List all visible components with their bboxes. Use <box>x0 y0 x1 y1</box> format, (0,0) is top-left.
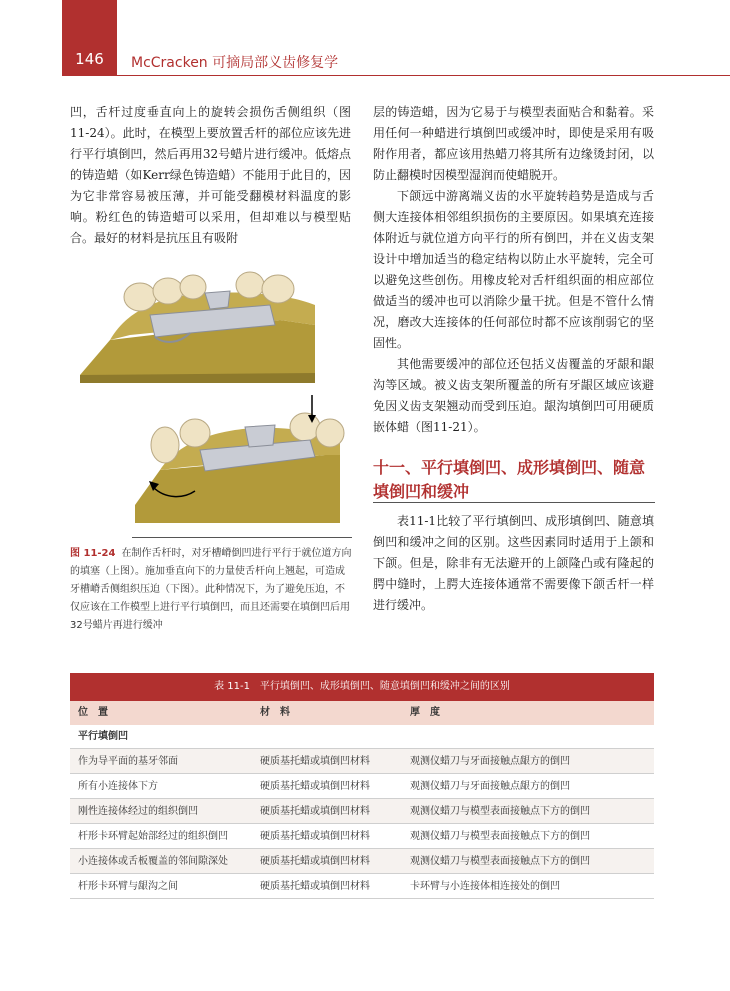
right-paragraph-2: 下颌远中游离端义齿的水平旋转趋势是造成与舌侧大连接体相邻组织损伤的主要原因。如果填充连接体附近与就位道方向平行的所有倒凹，并在义齿支架设计中增加适当的稳定结构以防止水平旋转，完全可以避免这些创伤。用橡皮轮对舌杆组织面的相应部位做适当的缓冲也可以消除少量干扰。但是不管什么情况，磨改大连接体的任何部位时都不应该削弱它的坚固性。 <box>373 189 654 350</box>
section-heading: 十一、平行填倒凹、成形填倒凹、随意填倒凹和缓冲 <box>373 458 646 501</box>
table-cell: 硬质基托蜡或填倒凹材料 <box>260 856 370 867</box>
table-cell: 硬质基托蜡或填倒凹材料 <box>260 756 370 767</box>
table-row <box>70 874 654 899</box>
lower-illustration <box>135 395 344 523</box>
table-cell: 观测仪蜡刀与牙面接触点龈方的倒凹 <box>410 781 570 792</box>
header-rule <box>117 75 730 76</box>
table-cell: 作为导平面的基牙邻面 <box>78 756 178 767</box>
table-cell: 硬质基托蜡或填倒凹材料 <box>260 781 370 792</box>
caption-rule <box>132 537 352 538</box>
table-cell: 硬质基托蜡或填倒凹材料 <box>260 881 370 892</box>
right-paragraph-1: 层的铸造蜡，因为它易于与模型表面贴合和黏着。采用任何一种蜡进行填倒凹或缓冲时，即使是采用有吸附作用者，都应该用热蜡刀将其所有边缘烫封闭，以防止翻模时因模型湿润而使蜡脱开。 <box>373 105 654 182</box>
right-paragraph-3: 其他需要缓冲的部位还包括义齿覆盖的牙龈和龈沟等区域。被义齿支架所覆盖的所有牙龈区域应该避免因义齿支架翘动而受到压迫。龈沟填倒凹可用硬质嵌体蜡（图11-21）。 <box>373 357 654 434</box>
table-group-label: 平行填倒凹 <box>78 731 128 742</box>
left-paragraph: 凹，舌杆过度垂直向上的旋转会损伤舌侧组织（图11-24）。此时，在模型上要放置舌杆的部位应该先进行平行填倒凹，然后再用32号蜡片进行缓冲。低熔点的铸造蜡（如Kerr绿色铸造蜡）不能用于此目的，因为它非常容易被压薄，并可能受翻模材料温度的影响。粉红色的铸造蜡可以采用，但却难以与模型贴合。最好的材料是抗压且有吸附 <box>70 105 351 245</box>
table-cell: 观测仪蜡刀与牙面接触点龈方的倒凹 <box>410 756 570 767</box>
section-rule <box>373 502 655 503</box>
table-cell: 杆形卡环臂起始部经过的组织倒凹 <box>78 831 228 842</box>
table-cell: 小连接体或舌板覆盖的邻间隙深处 <box>78 856 228 867</box>
table-cell: 卡环臂与小连接体相连接处的倒凹 <box>410 881 560 892</box>
table-row <box>70 824 654 849</box>
table-cell: 观测仪蜡刀与模型表面接触点下方的倒凹 <box>410 831 590 842</box>
page-number: 146 <box>75 50 104 68</box>
table-row <box>70 749 654 774</box>
table-cell: 观测仪蜡刀与模型表面接触点下方的倒凹 <box>410 856 590 867</box>
table-cell: 杆形卡环臂与龈沟之间 <box>78 881 178 892</box>
figure-11-24 <box>70 265 352 535</box>
table-header-position: 位 置 <box>78 707 108 718</box>
figure-caption <box>70 545 352 635</box>
table-group-row <box>70 725 654 749</box>
table-header-row <box>70 701 654 725</box>
book-title: McCracken 可摘局部义齿修复学 <box>131 55 339 71</box>
upper-illustration <box>80 272 315 383</box>
table-11-1 <box>70 673 654 899</box>
page-number-box <box>62 0 117 76</box>
table-row <box>70 799 654 824</box>
table-row <box>70 849 654 874</box>
table-header-thickness: 厚 度 <box>410 707 440 718</box>
table-cell: 硬质基托蜡或填倒凹材料 <box>260 831 370 842</box>
figure-caption-text: 在制作舌杆时，对牙槽嵴倒凹进行平行于就位道方向的填塞（上图）。施加垂直向下的力量使舌杆向上翘起，可造成牙槽嵴舌侧组织压迫（下图）。此种情况下，为了避免压迫，不仅应该在工作模型上进行平行填倒凹，而且还需要在填倒凹后用32号蜡片再进行缓冲 <box>70 548 352 631</box>
table-title: 表 11-1 平行填倒凹、成形填倒凹、随意填倒凹和缓冲之间的区别 <box>70 673 654 701</box>
table-header-material: 材 料 <box>260 707 290 718</box>
table-cell: 刚性连接体经过的组织倒凹 <box>78 806 198 817</box>
table-cell: 观测仪蜡刀与模型表面接触点下方的倒凹 <box>410 806 590 817</box>
table-cell: 硬质基托蜡或填倒凹材料 <box>260 806 370 817</box>
table-cell: 所有小连接体下方 <box>78 781 158 792</box>
table-row <box>70 774 654 799</box>
right-paragraph-4: 表11-1比较了平行填倒凹、成形填倒凹、随意填倒凹和缓冲之间的区别。这些因素同时适用于上颌和下颌。但是，除非有无法避开的上颌隆凸或有隆起的腭中缝时，上腭大连接体通常不需要像下颌舌杆一样进行缓冲。 <box>373 514 654 612</box>
figure-11-24-illustration <box>70 265 352 535</box>
figure-label: 图 11-24 <box>70 548 116 559</box>
